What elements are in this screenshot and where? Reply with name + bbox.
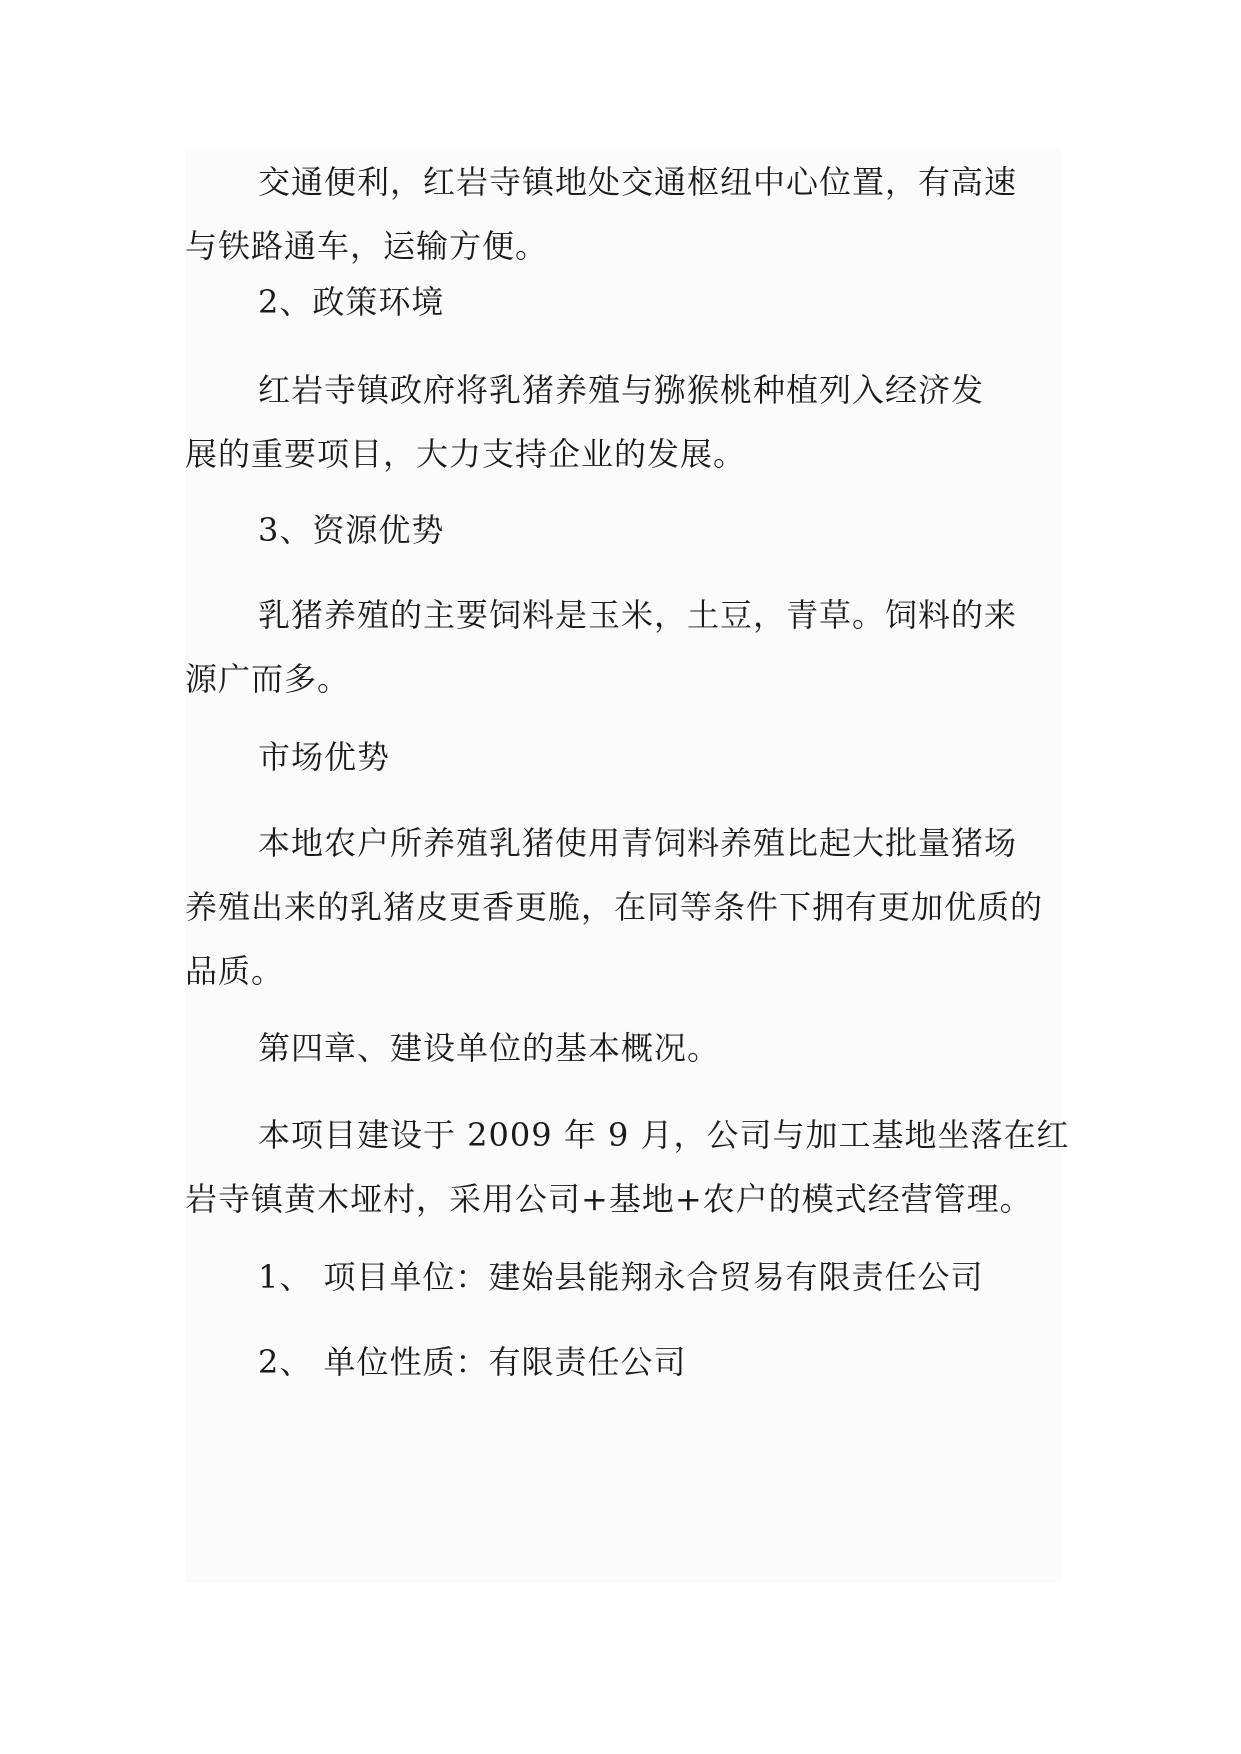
paragraph-transport	[185, 150, 1061, 278]
text-line: 交通便利，红岩寺镇地处交通枢纽中心位置，有高速	[258, 163, 1018, 201]
list-item-text: 1、 项目单位：建始县能翔永合贸易有限责任公司	[258, 1258, 984, 1296]
text-line: 本项目建设于 2009 年 9 月，公司与加工基地坐落在红	[258, 1116, 1070, 1154]
list-item-unit-nature	[185, 1330, 1061, 1394]
paragraph-resource	[185, 583, 1061, 711]
heading-chapter-four	[185, 1016, 1061, 1080]
list-item-text: 2、 单位性质：有限责任公司	[258, 1343, 687, 1381]
paragraph-market	[185, 811, 1061, 1003]
text-line: 与铁路通车，运输方便。	[185, 227, 549, 265]
text-content-area	[185, 150, 1070, 1583]
section-heading: 3、资源优势	[258, 511, 445, 549]
chapter-heading: 第四章、建设单位的基本概况。	[258, 1029, 721, 1067]
text-line: 养殖出来的乳猪皮更香更脆，在同等条件下拥有更加优质的	[185, 888, 1044, 926]
text-line: 品质。	[185, 952, 285, 990]
text-line: 展的重要项目，大力支持企业的发展。	[185, 435, 747, 473]
text-line: 红岩寺镇政府将乳猪养殖与猕猴桃种植列入经济发	[258, 371, 985, 409]
section-heading: 2、政策环境	[258, 283, 445, 321]
list-item-project-unit	[185, 1245, 1061, 1309]
heading-market-advantage	[185, 725, 1061, 789]
heading-policy-environment	[185, 270, 1061, 334]
heading-resource-advantage	[185, 498, 1061, 562]
text-line: 本地农户所养殖乳猪使用青饲料养殖比起大批量猪场	[258, 824, 1018, 862]
text-line: 乳猪养殖的主要饲料是玉米，土豆，青草。饲料的来	[258, 596, 1018, 634]
section-heading: 市场优势	[258, 738, 391, 776]
paragraph-policy	[185, 358, 1061, 486]
text-line: 源广而多。	[185, 660, 351, 698]
text-line: 岩寺镇黄木垭村，采用公司+基地+农户的模式经营管理。	[185, 1180, 1033, 1218]
paragraph-project-overview	[185, 1103, 1070, 1231]
